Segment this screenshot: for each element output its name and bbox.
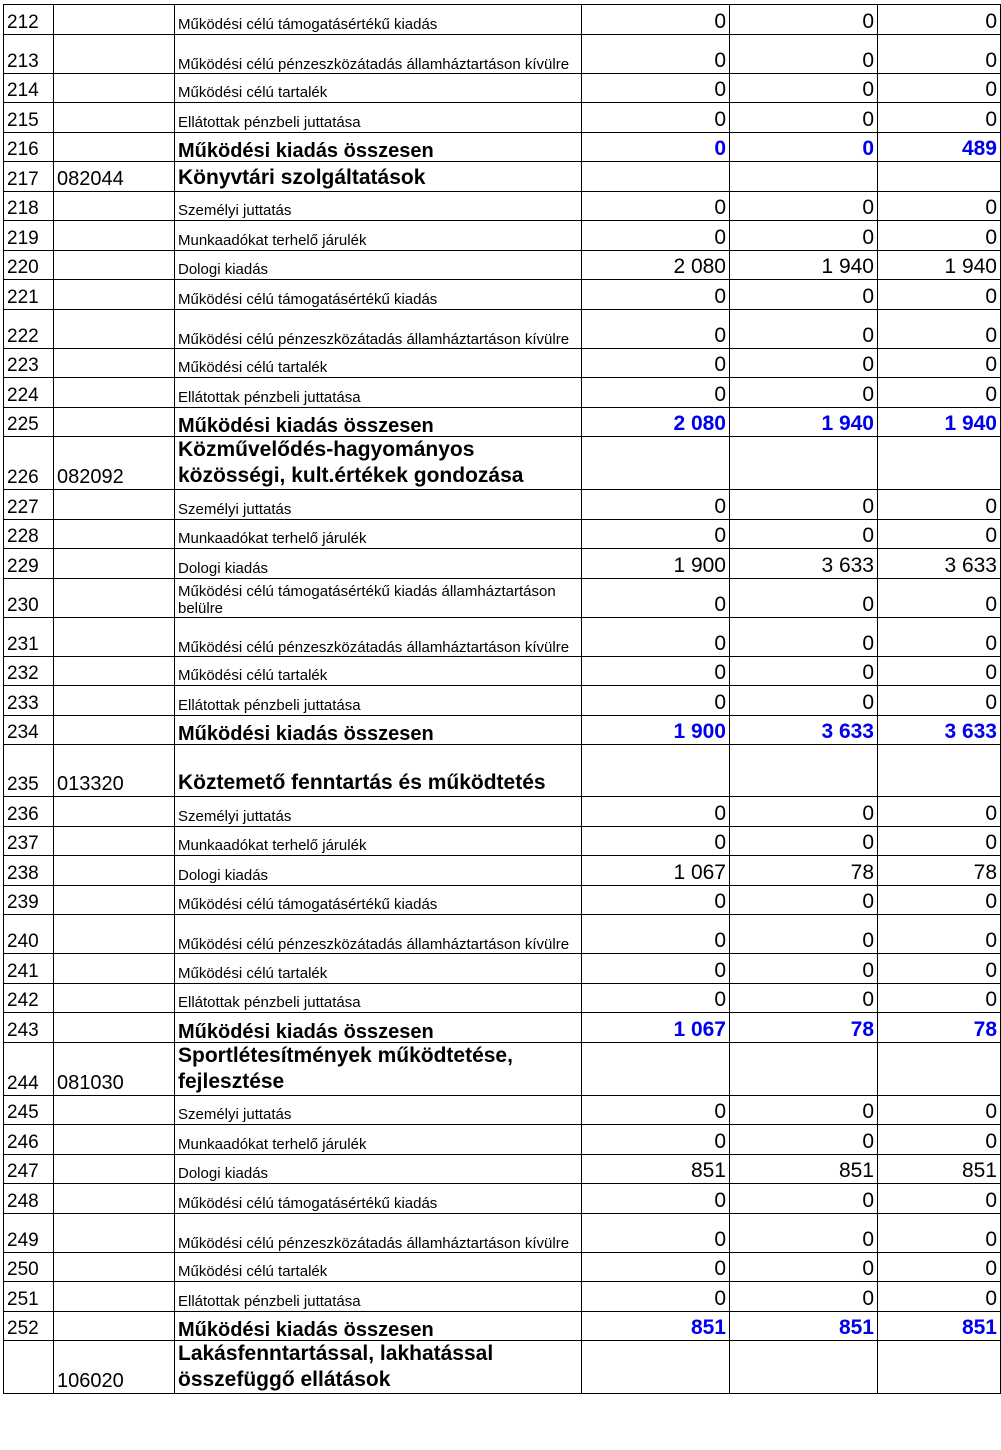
row-label: Ellátottak pénzbeli juttatása [175,983,582,1013]
value-original: 2 080 [582,250,730,280]
value-modified: 0 [730,191,878,221]
function-code: 013320 [54,745,175,797]
value-original [582,745,730,797]
value-modified [730,437,878,490]
row-number: 222 [4,309,54,348]
row-label: Működési célú pénzeszközátadás államháztartáson kívülre [175,617,582,656]
row-label: Könyvtári szolgáltatások [175,162,582,192]
budget-table-body [4,5,1001,1394]
function-code [54,1252,175,1282]
value-original: 0 [582,309,730,348]
value-original: 0 [582,221,730,251]
value-original: 0 [582,578,730,617]
value-modified: 1 940 [730,407,878,437]
value-actual: 3 633 [878,549,1001,579]
value-actual: 0 [878,348,1001,378]
value-original: 0 [582,103,730,133]
row-number: 248 [4,1184,54,1214]
value-original: 0 [582,280,730,310]
row-label: Ellátottak pénzbeli juttatása [175,103,582,133]
table-row [4,549,1001,579]
value-modified: 0 [730,378,878,408]
table-row [4,378,1001,408]
value-actual [878,437,1001,490]
row-number: 216 [4,132,54,162]
table-row [4,1252,1001,1282]
value-original: 0 [582,132,730,162]
table-row [4,191,1001,221]
value-actual: 0 [878,5,1001,35]
value-actual: 0 [878,73,1001,103]
row-label: Működési célú pénzeszközátadás államháztartáson kívülre [175,1213,582,1252]
row-number: 243 [4,1013,54,1043]
table-row [4,490,1001,520]
value-actual: 1 940 [878,407,1001,437]
function-code: 082044 [54,162,175,192]
value-original: 0 [582,885,730,915]
value-original: 0 [582,1252,730,1282]
value-original: 851 [582,1311,730,1341]
row-label: Működési célú támogatásértékű kiadás államháztartáson belülre [175,578,582,617]
value-modified: 3 633 [730,549,878,579]
row-number: 234 [4,715,54,745]
function-code [54,797,175,827]
table-row [4,519,1001,549]
value-original [582,1042,730,1095]
function-code [54,280,175,310]
value-actual: 0 [878,797,1001,827]
value-modified: 0 [730,1282,878,1312]
row-label: Működési célú tartalék [175,1252,582,1282]
value-modified: 0 [730,1184,878,1214]
row-number: 214 [4,73,54,103]
row-label: Működési kiadás összesen [175,715,582,745]
value-modified: 0 [730,797,878,827]
row-number: 241 [4,954,54,984]
value-original: 0 [582,797,730,827]
row-label: Működési célú pénzeszközátadás államháztartáson kívülre [175,915,582,954]
function-code [54,1311,175,1341]
function-code [54,34,175,73]
table-row [4,5,1001,35]
value-actual: 0 [878,954,1001,984]
table-row [4,221,1001,251]
value-modified: 0 [730,34,878,73]
row-number: 250 [4,1252,54,1282]
value-original: 851 [582,1154,730,1184]
row-number [4,1341,54,1394]
table-row [4,280,1001,310]
value-actual: 0 [878,34,1001,73]
value-modified: 0 [730,1095,878,1125]
value-original: 0 [582,915,730,954]
row-label: Működési célú tartalék [175,656,582,686]
value-original: 0 [582,191,730,221]
row-number: 232 [4,656,54,686]
value-modified: 0 [730,983,878,1013]
value-modified: 0 [730,686,878,716]
function-code: 081030 [54,1042,175,1095]
function-code [54,348,175,378]
function-code [54,490,175,520]
row-number: 215 [4,103,54,133]
value-actual: 0 [878,617,1001,656]
value-original: 1 900 [582,715,730,745]
value-modified: 0 [730,885,878,915]
value-actual: 0 [878,983,1001,1013]
value-actual: 0 [878,656,1001,686]
value-modified: 0 [730,915,878,954]
value-modified: 0 [730,132,878,162]
value-modified: 0 [730,490,878,520]
value-original [582,162,730,192]
value-modified: 0 [730,309,878,348]
value-original: 1 067 [582,1013,730,1043]
row-label: Személyi juttatás [175,797,582,827]
value-actual: 0 [878,578,1001,617]
row-number: 221 [4,280,54,310]
value-actual: 0 [878,221,1001,251]
value-actual: 851 [878,1154,1001,1184]
budget-table [3,4,1001,1394]
value-actual: 0 [878,1282,1001,1312]
value-original: 0 [582,5,730,35]
table-row [4,686,1001,716]
function-code [54,1095,175,1125]
table-row [4,954,1001,984]
row-number: 239 [4,885,54,915]
table-row [4,34,1001,73]
table-row [4,983,1001,1013]
row-label: Működési célú támogatásértékű kiadás [175,5,582,35]
function-code [54,1184,175,1214]
table-row [4,1154,1001,1184]
row-number: 223 [4,348,54,378]
function-code [54,519,175,549]
function-code [54,856,175,886]
row-label: Ellátottak pénzbeli juttatása [175,378,582,408]
value-modified: 0 [730,578,878,617]
row-label: Dologi kiadás [175,250,582,280]
section-header-row [4,162,1001,192]
row-label: Működési célú pénzeszközátadás államháztartáson kívülre [175,34,582,73]
table-row [4,1095,1001,1125]
table-row [4,73,1001,103]
table-row [4,656,1001,686]
table-row [4,1282,1001,1312]
row-number: 220 [4,250,54,280]
table-row [4,309,1001,348]
total-row [4,715,1001,745]
row-number: 218 [4,191,54,221]
function-code [54,1282,175,1312]
function-code: 106020 [54,1341,175,1394]
value-actual: 0 [878,280,1001,310]
value-actual: 0 [878,1213,1001,1252]
function-code [54,5,175,35]
function-code [54,715,175,745]
table-row [4,617,1001,656]
row-number: 230 [4,578,54,617]
table-row [4,103,1001,133]
value-actual [878,1042,1001,1095]
value-actual [878,1341,1001,1394]
section-header-row [4,1042,1001,1095]
row-label: Működési célú tartalék [175,348,582,378]
row-number: 251 [4,1282,54,1312]
row-label: Lakásfenntartással, lakhatással összefüggő ellátások [175,1341,582,1394]
value-actual: 0 [878,1095,1001,1125]
value-modified: 0 [730,826,878,856]
value-actual: 78 [878,1013,1001,1043]
value-original: 0 [582,1213,730,1252]
row-label: Működési célú tartalék [175,73,582,103]
value-modified [730,745,878,797]
value-actual [878,745,1001,797]
value-actual: 0 [878,686,1001,716]
function-code [54,983,175,1013]
value-actual: 0 [878,826,1001,856]
function-code [54,221,175,251]
row-number: 231 [4,617,54,656]
row-number: 244 [4,1042,54,1095]
value-modified: 0 [730,73,878,103]
function-code [54,686,175,716]
row-label: Személyi juttatás [175,490,582,520]
value-modified: 0 [730,1213,878,1252]
value-original: 2 080 [582,407,730,437]
row-number: 219 [4,221,54,251]
value-actual: 0 [878,1125,1001,1155]
row-label: Működési kiadás összesen [175,1013,582,1043]
row-label: Személyi juttatás [175,191,582,221]
value-modified: 0 [730,656,878,686]
function-code [54,191,175,221]
value-modified: 0 [730,1252,878,1282]
value-modified: 0 [730,280,878,310]
table-row [4,885,1001,915]
value-modified [730,1042,878,1095]
value-actual: 0 [878,191,1001,221]
value-actual: 0 [878,1252,1001,1282]
value-modified: 0 [730,954,878,984]
function-code [54,1213,175,1252]
table-row [4,1125,1001,1155]
value-actual: 0 [878,490,1001,520]
row-number: 229 [4,549,54,579]
value-modified: 0 [730,617,878,656]
function-code [54,103,175,133]
value-original: 1 067 [582,856,730,886]
row-label: Működési kiadás összesen [175,132,582,162]
function-code: 082092 [54,437,175,490]
row-number: 217 [4,162,54,192]
value-actual: 0 [878,309,1001,348]
row-label: Működési kiadás összesen [175,1311,582,1341]
row-number: 212 [4,5,54,35]
value-original: 0 [582,73,730,103]
value-modified [730,162,878,192]
table-row [4,348,1001,378]
value-modified: 0 [730,103,878,133]
row-number: 226 [4,437,54,490]
function-code [54,826,175,856]
row-number: 233 [4,686,54,716]
row-label: Működési kiadás összesen [175,407,582,437]
row-number: 228 [4,519,54,549]
value-actual: 0 [878,378,1001,408]
value-original [582,1341,730,1394]
table-row [4,856,1001,886]
total-row [4,132,1001,162]
value-modified: 0 [730,5,878,35]
row-label: Köztemető fenntartás és működtetés [175,745,582,797]
row-number: 238 [4,856,54,886]
total-row [4,1013,1001,1043]
total-row [4,1311,1001,1341]
value-original: 0 [582,519,730,549]
value-original: 0 [582,34,730,73]
function-code [54,549,175,579]
row-label: Működési célú támogatásértékű kiadás [175,1184,582,1214]
table-row [4,1213,1001,1252]
row-label: Sportlétesítmények működtetése, fejlesztése [175,1042,582,1095]
section-header-row [4,437,1001,490]
function-code [54,1125,175,1155]
row-label: Dologi kiadás [175,549,582,579]
row-number: 245 [4,1095,54,1125]
value-modified: 1 940 [730,250,878,280]
table-row [4,797,1001,827]
value-original: 0 [582,348,730,378]
value-original: 0 [582,826,730,856]
total-row [4,407,1001,437]
value-actual: 0 [878,915,1001,954]
function-code [54,954,175,984]
value-original: 0 [582,983,730,1013]
function-code [54,915,175,954]
table-row [4,250,1001,280]
value-original [582,437,730,490]
value-modified: 3 633 [730,715,878,745]
value-modified: 851 [730,1311,878,1341]
row-label: Ellátottak pénzbeli juttatása [175,686,582,716]
value-actual: 851 [878,1311,1001,1341]
section-header-row [4,1341,1001,1394]
row-label: Működési célú pénzeszközátadás államháztartáson kívülre [175,309,582,348]
value-actual: 0 [878,1184,1001,1214]
function-code [54,656,175,686]
section-header-row [4,745,1001,797]
value-original: 0 [582,490,730,520]
value-modified: 0 [730,1125,878,1155]
row-label: Munkaadókat terhelő járulék [175,519,582,549]
row-number: 237 [4,826,54,856]
row-number: 224 [4,378,54,408]
function-code [54,1013,175,1043]
row-number: 247 [4,1154,54,1184]
row-number: 227 [4,490,54,520]
function-code [54,250,175,280]
function-code [54,578,175,617]
value-original: 0 [582,1095,730,1125]
value-actual: 0 [878,519,1001,549]
row-label: Közművelődés-hagyományos közösségi, kult.értékek gondozása [175,437,582,490]
row-label: Dologi kiadás [175,856,582,886]
value-original: 0 [582,617,730,656]
value-actual: 1 940 [878,250,1001,280]
table-row [4,826,1001,856]
function-code [54,1154,175,1184]
value-modified: 78 [730,1013,878,1043]
value-modified: 851 [730,1154,878,1184]
value-original: 0 [582,1125,730,1155]
function-code [54,309,175,348]
row-number: 235 [4,745,54,797]
row-number: 249 [4,1213,54,1252]
value-original: 1 900 [582,549,730,579]
value-original: 0 [582,656,730,686]
row-label: Dologi kiadás [175,1154,582,1184]
function-code [54,378,175,408]
function-code [54,407,175,437]
function-code [54,132,175,162]
table-row [4,578,1001,617]
value-original: 0 [582,378,730,408]
value-actual: 489 [878,132,1001,162]
row-label: Munkaadókat terhelő járulék [175,221,582,251]
row-label: Működési célú támogatásértékű kiadás [175,280,582,310]
value-original: 0 [582,686,730,716]
row-number: 252 [4,1311,54,1341]
row-label: Ellátottak pénzbeli juttatása [175,1282,582,1312]
value-modified: 0 [730,348,878,378]
value-actual [878,162,1001,192]
row-label: Személyi juttatás [175,1095,582,1125]
value-actual: 0 [878,885,1001,915]
value-original: 0 [582,1184,730,1214]
row-label: Működési célú tartalék [175,954,582,984]
value-modified: 0 [730,519,878,549]
row-number: 213 [4,34,54,73]
value-actual: 78 [878,856,1001,886]
function-code [54,885,175,915]
function-code [54,73,175,103]
row-label: Működési célú támogatásértékű kiadás [175,885,582,915]
value-actual: 0 [878,103,1001,133]
table-row [4,1184,1001,1214]
row-number: 225 [4,407,54,437]
row-number: 246 [4,1125,54,1155]
value-original: 0 [582,1282,730,1312]
value-modified: 0 [730,221,878,251]
value-modified: 78 [730,856,878,886]
value-actual: 3 633 [878,715,1001,745]
row-label: Munkaadókat terhelő járulék [175,1125,582,1155]
row-number: 242 [4,983,54,1013]
table-row [4,915,1001,954]
value-original: 0 [582,954,730,984]
value-modified [730,1341,878,1394]
row-label: Munkaadókat terhelő járulék [175,826,582,856]
row-number: 236 [4,797,54,827]
row-number: 240 [4,915,54,954]
function-code [54,617,175,656]
